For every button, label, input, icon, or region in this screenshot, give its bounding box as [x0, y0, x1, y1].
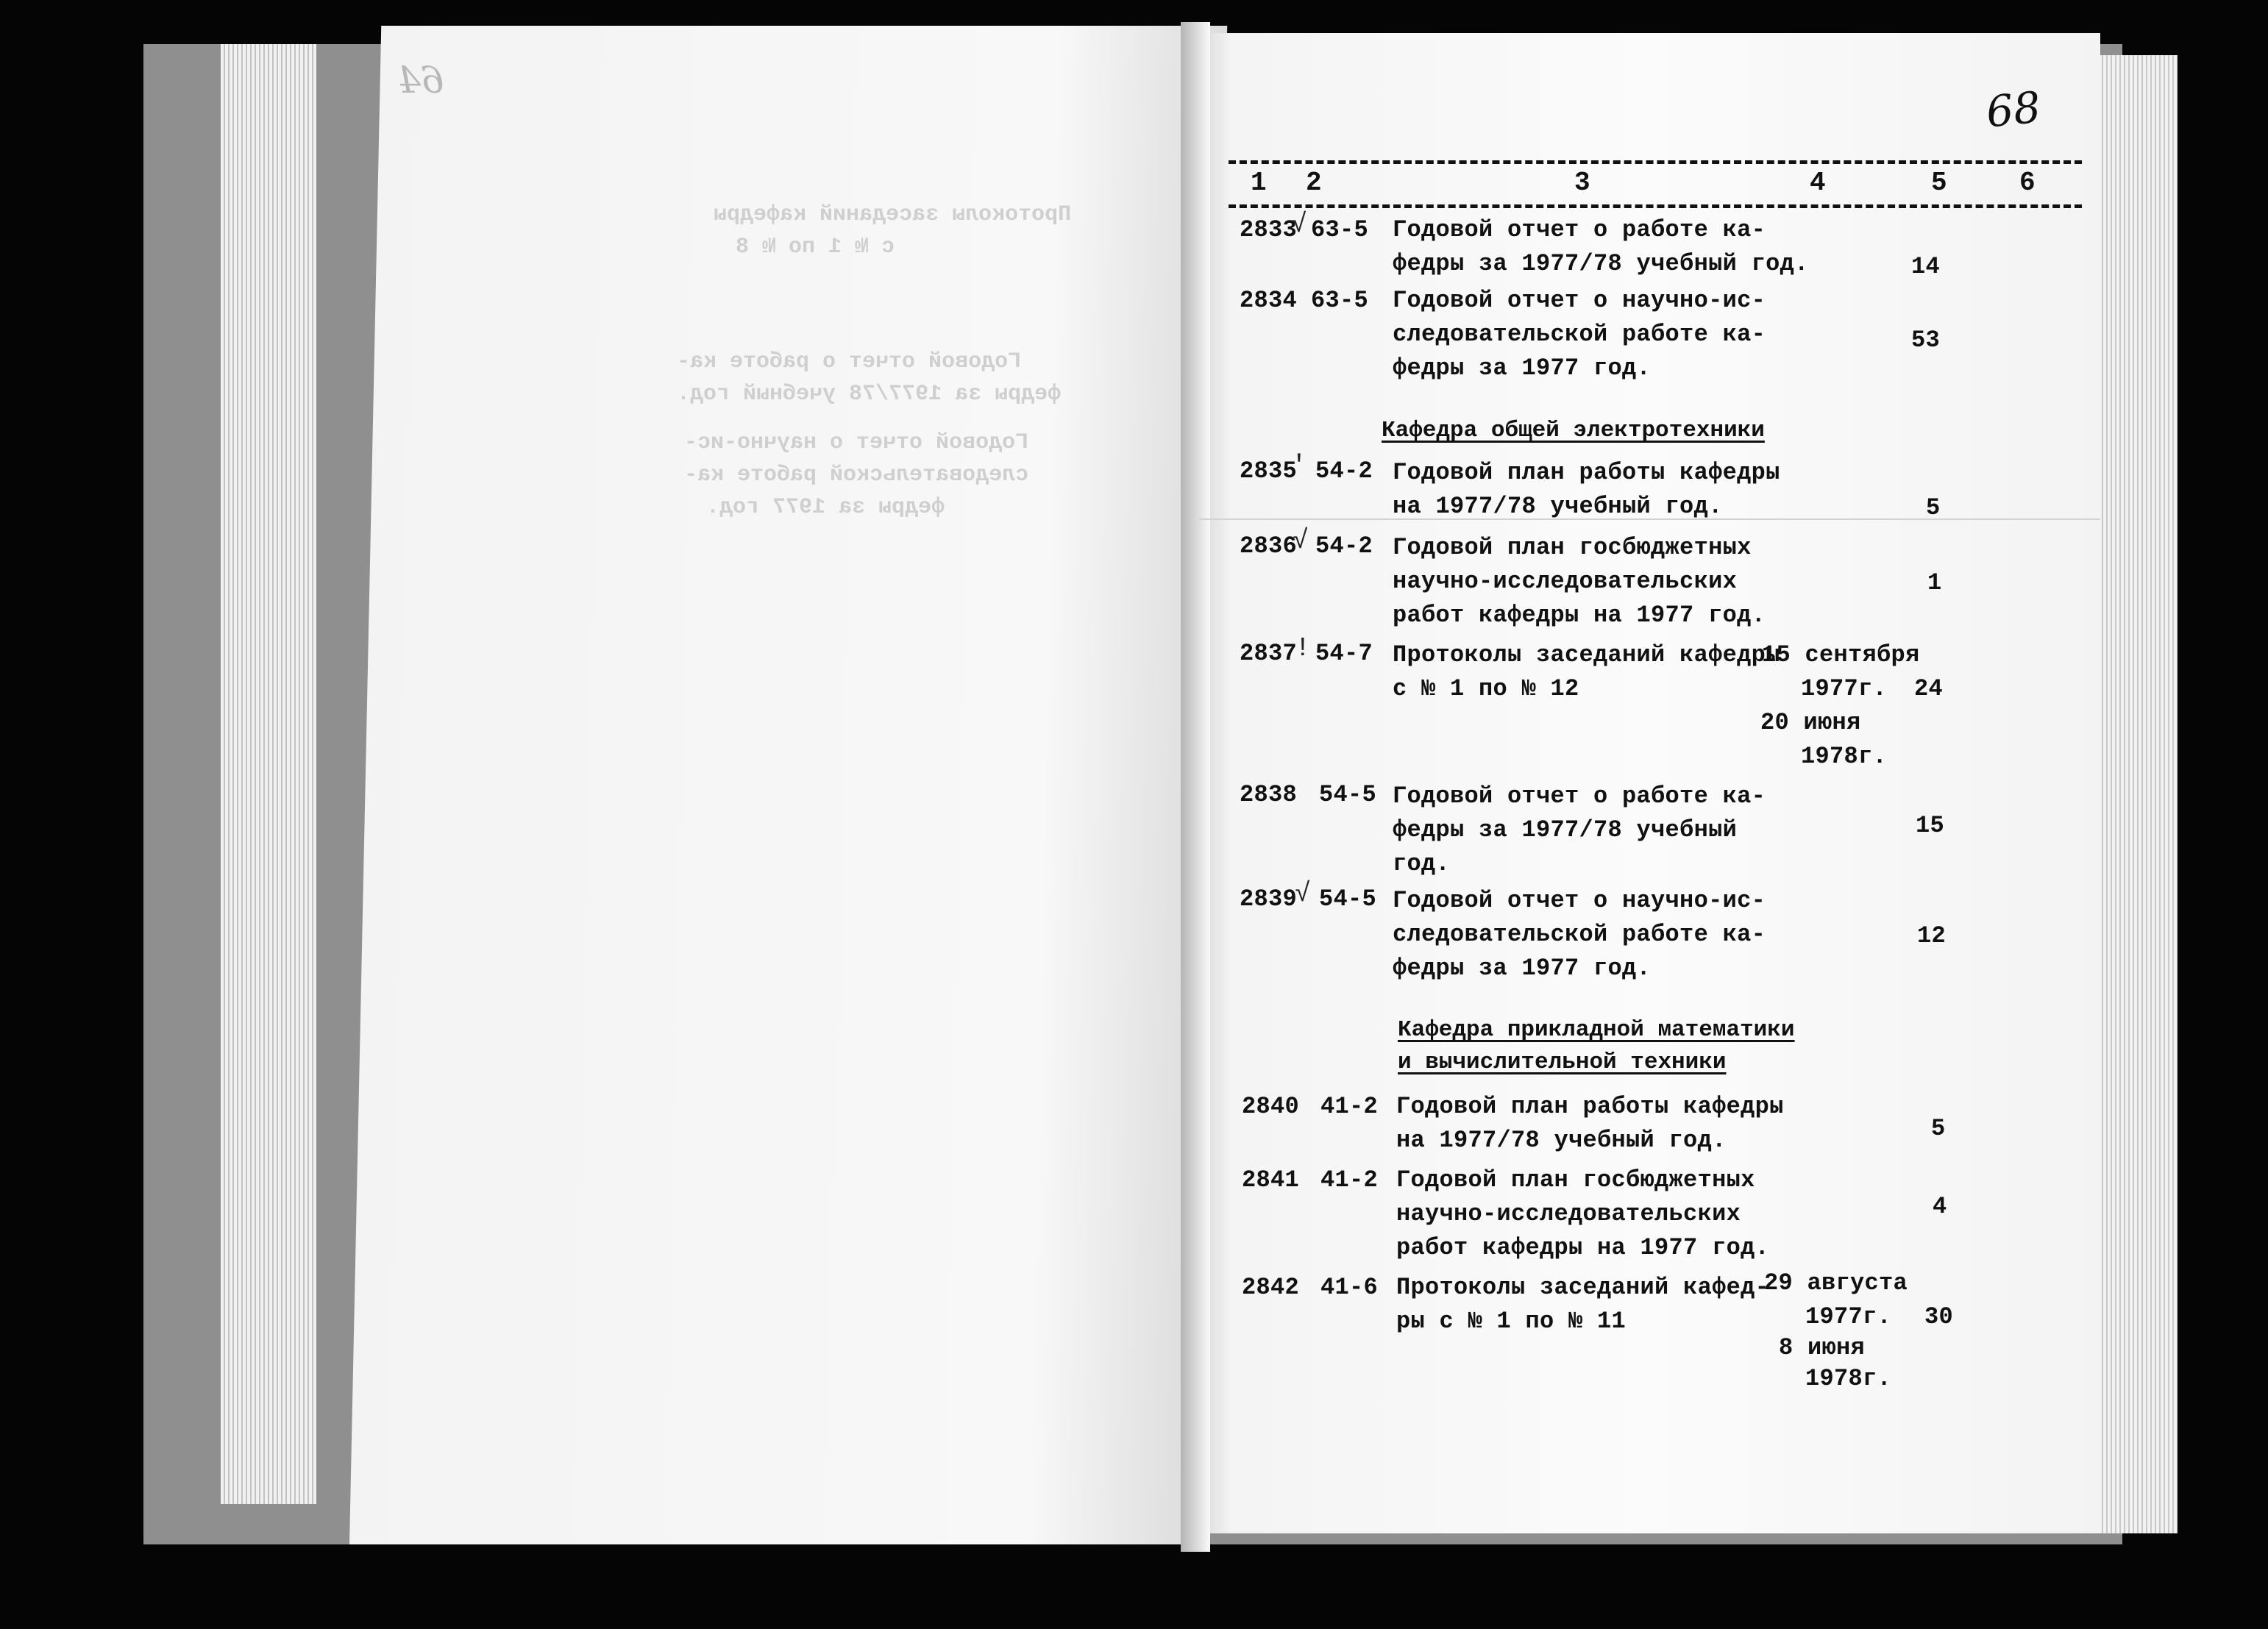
- row-title-line: Годовой отчет о работе ка-: [1393, 216, 1766, 243]
- column-header-2: 2: [1306, 168, 1322, 198]
- row-index: 54-2: [1315, 457, 1373, 485]
- row-date: 29 августа: [1764, 1269, 1908, 1297]
- check-mark-icon: √: [1291, 210, 1307, 240]
- row-date: 1977г.: [1805, 1303, 1892, 1330]
- left-ghost-text: Протоколы заседаний кафедры: [714, 202, 1072, 227]
- column-header-1: 1: [1251, 168, 1267, 198]
- row-id: 2840: [1242, 1093, 1300, 1120]
- row-date: 20 июня: [1760, 709, 1861, 736]
- left-page-number: 64: [397, 59, 444, 101]
- row-title-line: Годовой план госбюджетных: [1393, 534, 1752, 561]
- row-date: 1978г.: [1805, 1365, 1892, 1392]
- row-index: 54-7: [1315, 640, 1373, 667]
- row-pages: 14: [1911, 253, 1941, 280]
- row-title-line: Годовой отчет о работе ка-: [1393, 783, 1766, 810]
- row-title-line: Годовой отчет о научно-ис-: [1393, 887, 1766, 914]
- right-page-edges: [2093, 55, 2178, 1533]
- row-date: 8 июня: [1779, 1334, 1866, 1361]
- row-index: 63-5: [1311, 216, 1369, 243]
- left-page-edges: [221, 44, 316, 1504]
- row-title-line: на 1977/78 учебный год.: [1393, 493, 1723, 520]
- row-date: 1978г.: [1801, 743, 1888, 770]
- row-title-line: федры за 1977/78 учебный: [1393, 816, 1738, 844]
- row-index: 41-2: [1320, 1093, 1379, 1120]
- table-top-rule: [1229, 160, 2082, 164]
- section-heading: Кафедра прикладной математики: [1398, 1017, 1795, 1043]
- row-pages: 5: [1931, 1115, 1946, 1142]
- row-id: 2841: [1242, 1166, 1300, 1194]
- row-title-line: на 1977/78 учебный год.: [1396, 1127, 1727, 1154]
- row-id: 2836: [1240, 532, 1298, 560]
- row-id: 2834: [1240, 287, 1298, 314]
- left-ghost-text: следовательской работе ка-: [684, 463, 1029, 488]
- row-title-line: ры с № 1 по № 11: [1396, 1308, 1627, 1335]
- column-header-4: 4: [1810, 168, 1826, 198]
- left-ghost-text: Годовой отчет о научно-ис-: [684, 430, 1029, 455]
- check-mark-icon: √: [1293, 526, 1309, 556]
- row-pages: 4: [1933, 1193, 1947, 1220]
- row-title-line: научно-исследовательских: [1393, 568, 1738, 595]
- tick-mark-icon: !: [1295, 633, 1311, 663]
- row-id: 2842: [1242, 1274, 1300, 1301]
- row-date: 1977г.: [1801, 675, 1888, 702]
- row-title-line: с № 1 по № 12: [1393, 675, 1579, 702]
- left-ghost-text: федры за 1977 год.: [706, 495, 945, 520]
- row-pages: 15: [1916, 812, 1945, 839]
- row-id: 2833: [1240, 216, 1298, 243]
- column-header-3: 3: [1574, 168, 1590, 198]
- section-heading: Кафедра общей электротехники: [1382, 418, 1765, 443]
- row-title-line: Протоколы заседаний кафед-: [1396, 1274, 1770, 1301]
- row-id: 2838: [1240, 781, 1298, 808]
- column-headers: [1229, 168, 2082, 204]
- tick-mark-icon: ': [1291, 451, 1307, 481]
- row-pages: 30: [1924, 1303, 1954, 1330]
- row-pages: 1: [1927, 569, 1942, 596]
- column-header-5: 5: [1931, 168, 1947, 198]
- row-pages: 24: [1914, 675, 1944, 702]
- row-id: 2835: [1240, 457, 1298, 485]
- row-title-line: научно-исследовательских: [1396, 1200, 1741, 1227]
- row-pages: 53: [1911, 327, 1941, 354]
- page-number: 68: [1983, 82, 2044, 138]
- left-ghost-text: федры за 1977/78 учебный год.: [677, 382, 1062, 407]
- column-header-6: 6: [2019, 168, 2036, 198]
- row-pages: 12: [1917, 922, 1947, 949]
- row-id: 2837: [1240, 640, 1298, 667]
- row-title-line: федры за 1977 год.: [1393, 354, 1652, 382]
- row-pages: 5: [1926, 494, 1941, 521]
- row-title-line: Годовой план работы кафедры: [1396, 1093, 1784, 1120]
- row-title-line: следовательской работе ка-: [1393, 921, 1766, 948]
- row-date: 15 сентября: [1762, 641, 1920, 669]
- row-title-line: Годовой отчет о научно-ис-: [1393, 287, 1766, 314]
- table-header-rule: [1229, 204, 2082, 208]
- row-title-line: Протоколы заседаний кафедры: [1393, 641, 1780, 669]
- row-index: 41-6: [1320, 1274, 1379, 1301]
- row-title-line: работ кафедры на 1977 год.: [1396, 1234, 1770, 1261]
- row-title-line: следовательской работе ка-: [1393, 321, 1766, 348]
- row-index: 54-5: [1319, 781, 1377, 808]
- row-index: 41-2: [1320, 1166, 1379, 1194]
- row-index: 63-5: [1311, 287, 1369, 314]
- left-ghost-text: с № 1 по № 8: [736, 235, 895, 260]
- book-gutter: [1181, 22, 1210, 1552]
- check-mark-icon: √: [1295, 879, 1311, 909]
- left-ghost-text: Годовой отчет о работе ка-: [677, 349, 1022, 374]
- row-title-line: год.: [1393, 850, 1451, 877]
- row-index: 54-2: [1315, 532, 1373, 560]
- row-id: 2839: [1240, 885, 1298, 913]
- row-title-line: Годовой план работы кафедры: [1393, 459, 1780, 486]
- row-title-line: работ кафедры на 1977 год.: [1393, 602, 1766, 629]
- row-title-line: федры за 1977 год.: [1393, 955, 1652, 982]
- row-index: 54-5: [1319, 885, 1377, 913]
- row-title-line: Годовой план госбюджетных: [1396, 1166, 1755, 1194]
- row-title-line: федры за 1977/78 учебный год.: [1393, 250, 1809, 277]
- section-heading: и вычислительной техники: [1398, 1049, 1727, 1075]
